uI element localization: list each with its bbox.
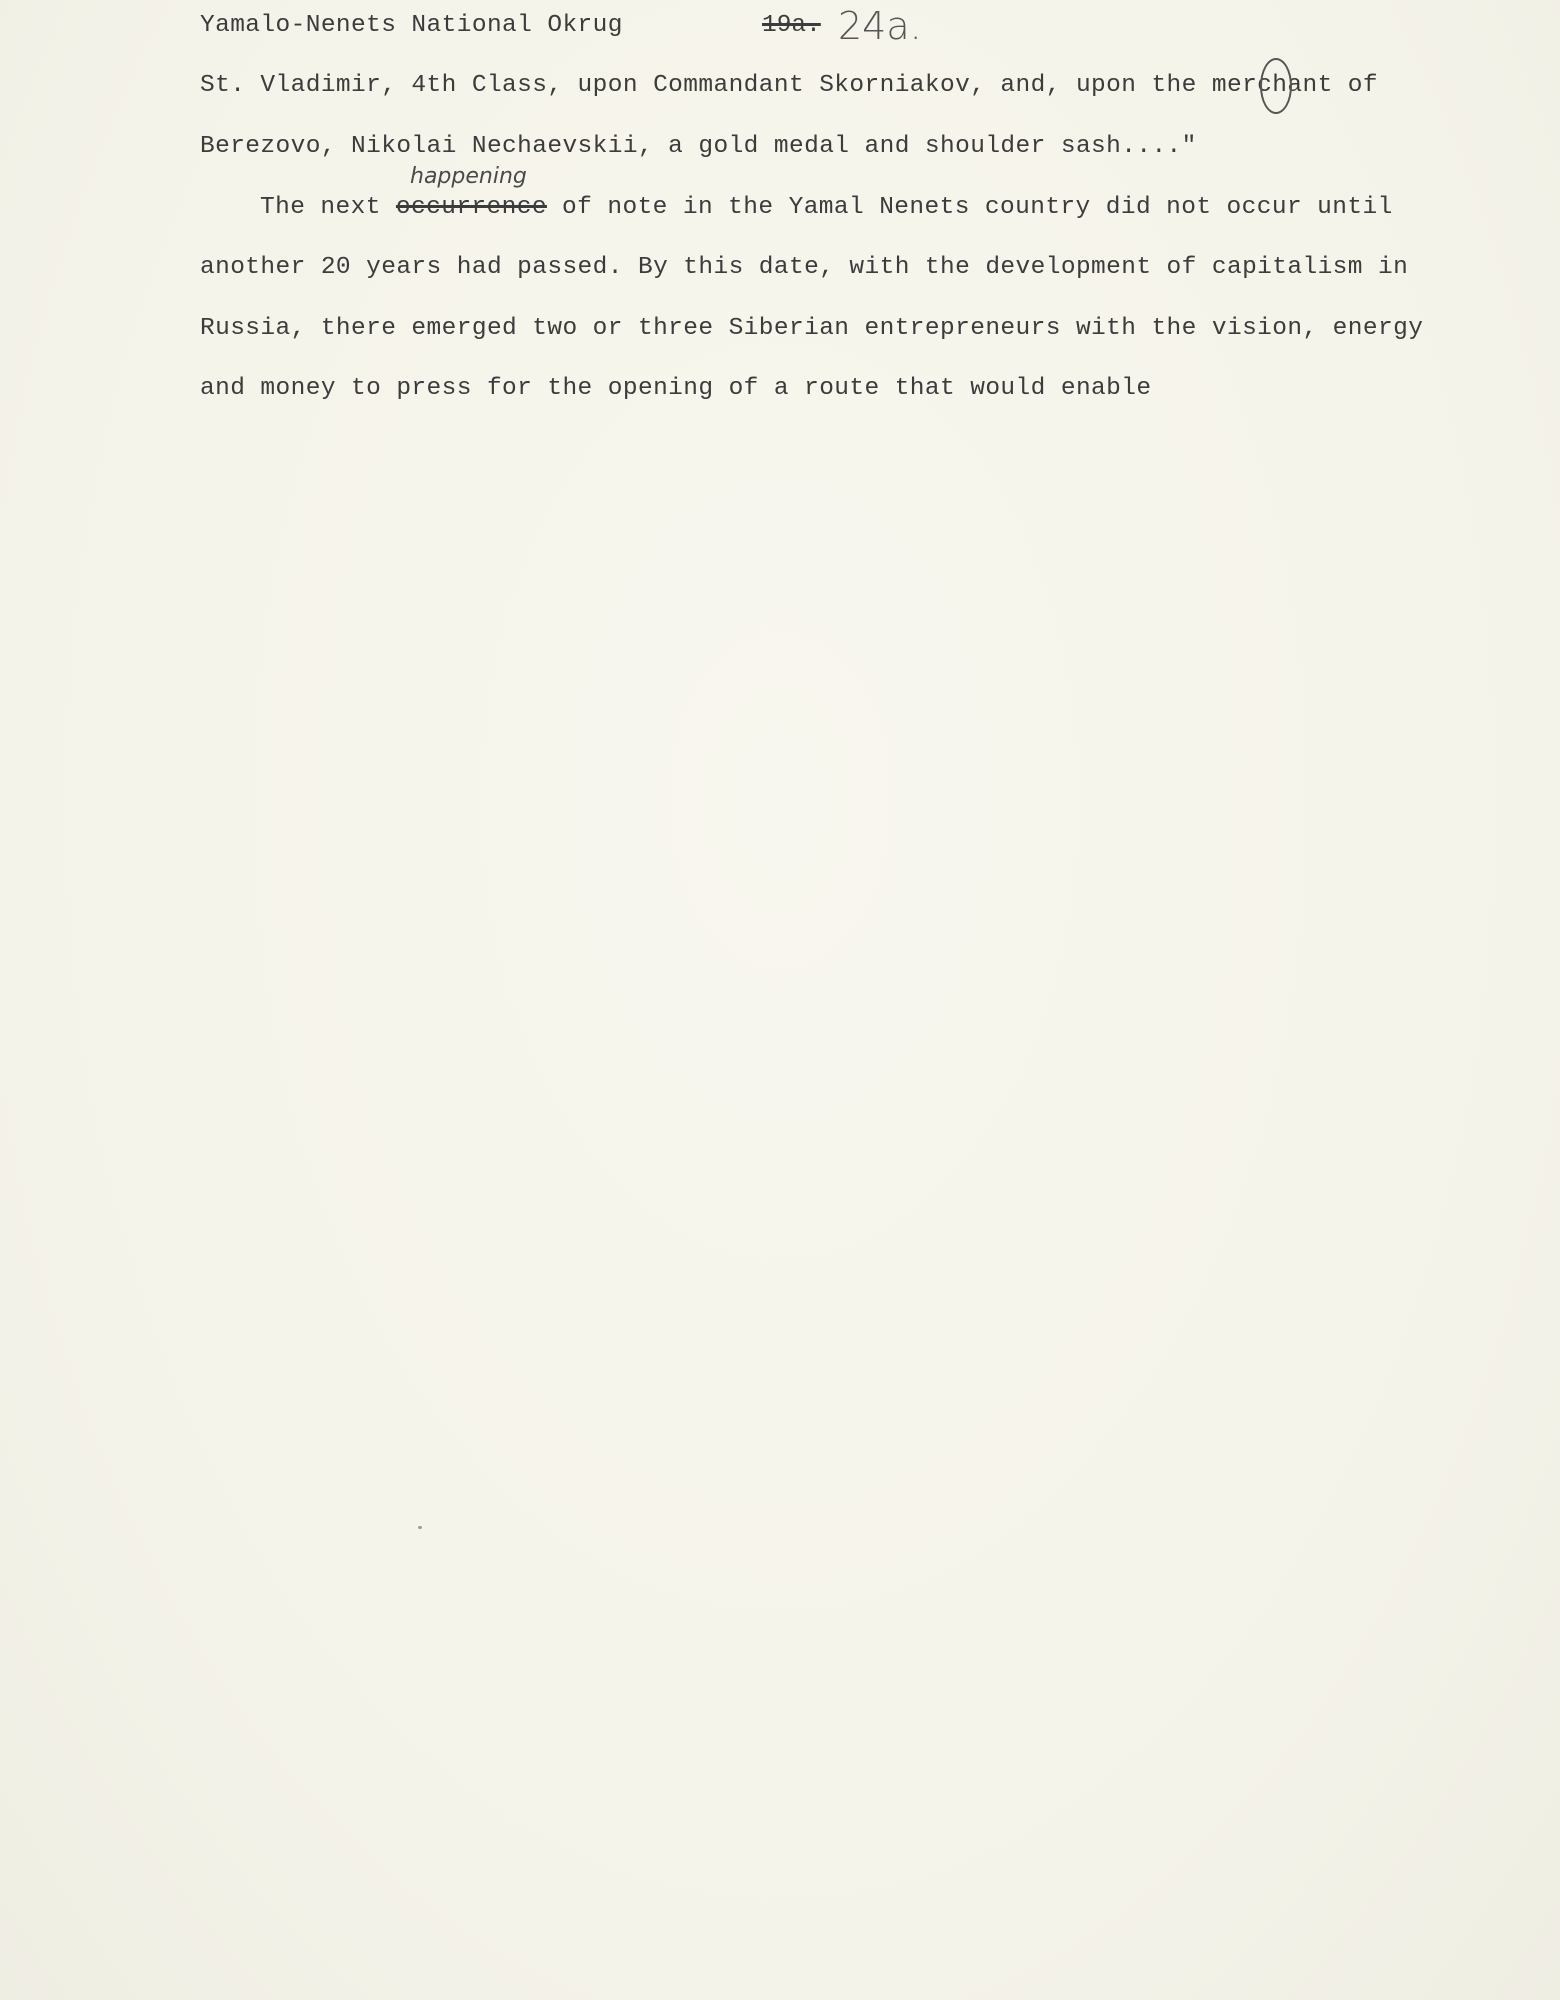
- handwritten-correction-circle: [1260, 58, 1292, 114]
- body-line-4: another 20 years had passed. By this date, with the development of capitalism in: [200, 254, 1409, 281]
- line-3-end: of note in the Yamal Nenets country did not occur until: [546, 194, 1393, 221]
- body-line-3: [260, 194, 1393, 221]
- body-line-2: Berezovo, Nikolai Nechaevskii, a gold medal and shoulder sash....": [200, 133, 1197, 160]
- body-line-1: St. Vladimir, 4th Class, upon Commandant Skorniakov, and, upon the merchant of: [200, 72, 1378, 99]
- paper-speck: [418, 1526, 422, 1529]
- line-3-start: The next: [260, 194, 396, 221]
- body-line-6: and money to press for the opening of a route that would enable: [200, 375, 1152, 402]
- header-title: Yamalo-Nenets National Okrug: [200, 12, 623, 39]
- struck-word: occurrence: [395, 194, 547, 221]
- struck-page-number: 19a.: [762, 12, 821, 39]
- handwritten-page-number: 24a.: [838, 4, 922, 48]
- handwritten-insertion: happening: [410, 164, 527, 189]
- body-line-5: Russia, there emerged two or three Siberian entrepreneurs with the vision, energy: [200, 315, 1424, 342]
